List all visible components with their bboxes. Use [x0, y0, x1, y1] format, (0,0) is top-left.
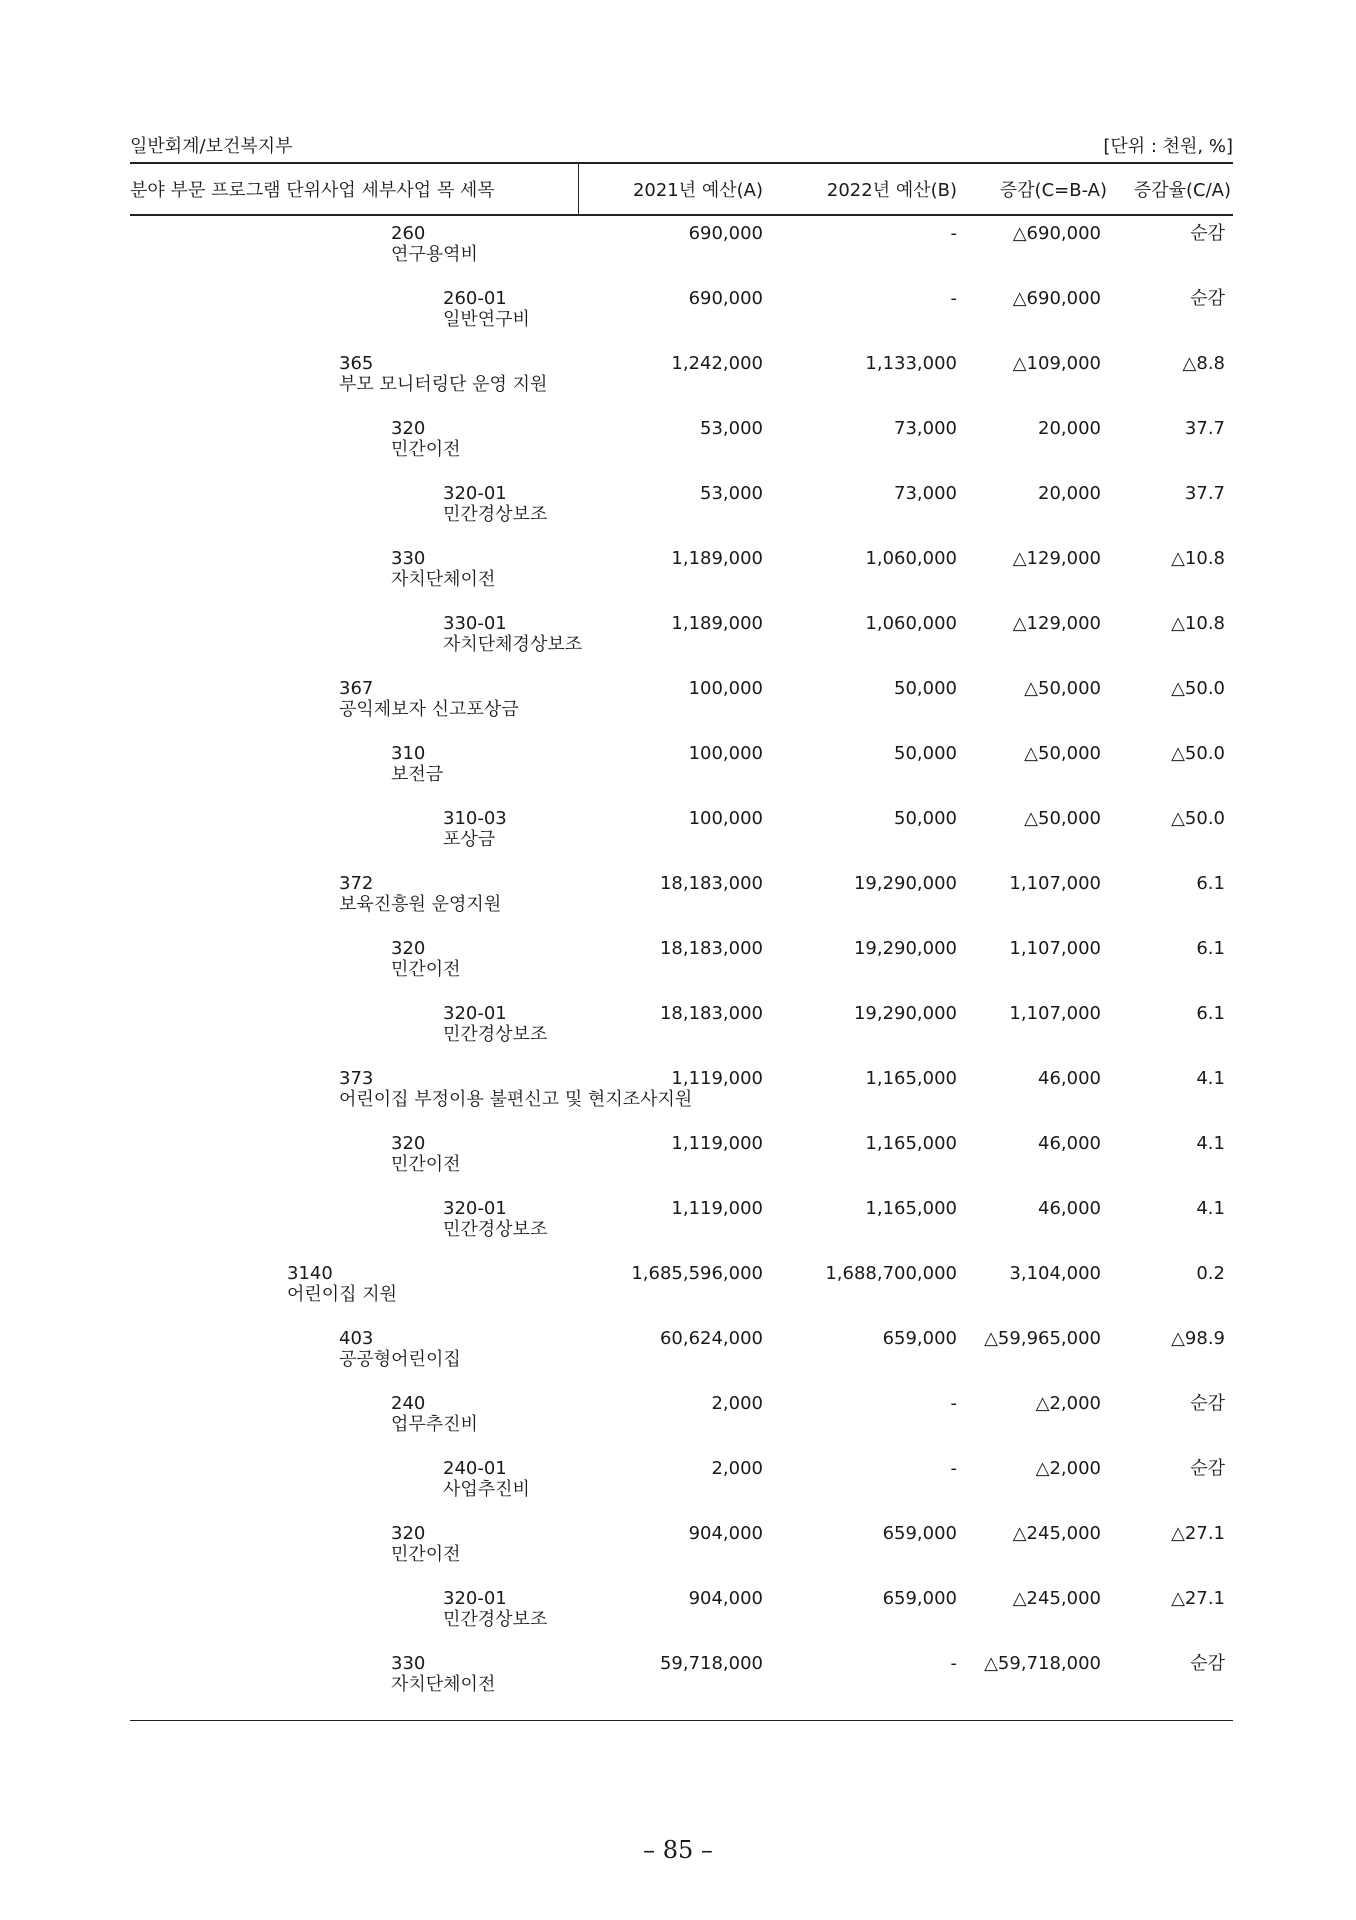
- page-number: – 85 –: [643, 1836, 713, 1864]
- budget-2021-value: 1,242,000: [671, 353, 763, 374]
- change-rate-value: 37.7: [1184, 483, 1225, 504]
- table-row: [130, 289, 1233, 354]
- item-code: 365: [339, 353, 374, 374]
- item-code: 403: [339, 1328, 374, 1349]
- change-rate-value: △8.8: [1182, 353, 1225, 374]
- table-row: [130, 1329, 1233, 1394]
- budget-2022-value: 73,000: [894, 483, 957, 504]
- change-value: △2,000: [1035, 1458, 1101, 1479]
- change-rate-value: 순감: [1190, 1653, 1225, 1674]
- budget-2021-value: 60,624,000: [659, 1328, 763, 1349]
- change-rate-value: 순감: [1190, 1458, 1225, 1479]
- item-code: 320: [391, 418, 426, 439]
- table-row: [130, 1524, 1233, 1589]
- account-label: 일반회계/보건복지부: [130, 136, 293, 157]
- item-name: 민간경상보조: [443, 1219, 548, 1240]
- item-code: 260: [391, 223, 426, 244]
- budget-2022-value: 1,165,000: [865, 1198, 957, 1219]
- budget-2021-value: 100,000: [688, 808, 763, 829]
- budget-2021-value: 1,189,000: [671, 613, 763, 634]
- change-value: 46,000: [1038, 1068, 1101, 1089]
- item-code: 330: [391, 1653, 426, 1674]
- change-value: △129,000: [1012, 548, 1101, 569]
- change-rate-value: 순감: [1190, 288, 1225, 309]
- item-name: 민간이전: [391, 439, 461, 460]
- item-code: 330: [391, 548, 426, 569]
- item-name: 공공형어린이집: [339, 1349, 461, 1370]
- budget-2021-value: 904,000: [688, 1588, 763, 1609]
- table-row: [130, 939, 1233, 1004]
- table-row: [130, 224, 1233, 289]
- change-value: △129,000: [1012, 613, 1101, 634]
- table-row: [130, 419, 1233, 484]
- budget-2022-value: 1,165,000: [865, 1133, 957, 1154]
- budget-2022-value: 73,000: [894, 418, 957, 439]
- budget-2021-value: 100,000: [688, 678, 763, 699]
- table-row: [130, 1199, 1233, 1264]
- change-value: △59,718,000: [984, 1653, 1101, 1674]
- item-name: 자치단체경상보조: [443, 634, 583, 655]
- change-rate-value: 4.1: [1196, 1068, 1225, 1089]
- change-rate-value: △27.1: [1171, 1523, 1225, 1544]
- change-rate-value: 4.1: [1196, 1198, 1225, 1219]
- change-rate-value: 순감: [1190, 1393, 1225, 1414]
- table-row: [130, 1004, 1233, 1069]
- budget-2021-value: 100,000: [688, 743, 763, 764]
- item-name: 연구용역비: [391, 244, 478, 265]
- budget-2022-value: 1,060,000: [865, 613, 957, 634]
- budget-2022-value: 1,133,000: [865, 353, 957, 374]
- change-value: △690,000: [1012, 288, 1101, 309]
- budget-2021-value: 18,183,000: [659, 938, 763, 959]
- unit-label: [단위 : 천원, %]: [1103, 136, 1233, 157]
- item-name: 공익제보자 신고포상금: [339, 699, 519, 720]
- item-code: 372: [339, 873, 374, 894]
- budget-2021-value: 53,000: [700, 418, 763, 439]
- budget-2021-value: 18,183,000: [659, 1003, 763, 1024]
- budget-2022-value: 50,000: [894, 808, 957, 829]
- change-rate-value: △50.0: [1171, 678, 1225, 699]
- budget-2022-value: 659,000: [882, 1588, 957, 1609]
- page-header: [130, 132, 1233, 160]
- change-rate-value: △50.0: [1171, 743, 1225, 764]
- change-rate-value: △27.1: [1171, 1588, 1225, 1609]
- item-name: 보전금: [391, 764, 444, 785]
- item-name: 민간이전: [391, 959, 461, 980]
- item-code: 260-01: [443, 288, 507, 309]
- change-value: △2,000: [1035, 1393, 1101, 1414]
- budget-2022-value: -: [950, 288, 957, 309]
- change-value: △59,965,000: [984, 1328, 1101, 1349]
- item-name: 업무추진비: [391, 1414, 478, 1435]
- change-value: △50,000: [1024, 743, 1101, 764]
- table-row: [130, 1264, 1233, 1329]
- item-code: 367: [339, 678, 374, 699]
- item-code: 320-01: [443, 1003, 507, 1024]
- item-name: 포상금: [443, 829, 496, 850]
- change-rate-value: 6.1: [1196, 1003, 1225, 1024]
- budget-2022-value: 659,000: [882, 1328, 957, 1349]
- table-row: [130, 614, 1233, 679]
- item-name: 민간경상보조: [443, 504, 548, 525]
- budget-2022-value: 19,290,000: [853, 873, 957, 894]
- item-name: 민간이전: [391, 1544, 461, 1565]
- change-value: △245,000: [1012, 1588, 1101, 1609]
- item-code: 3140: [287, 1263, 333, 1284]
- item-name: 부모 모니터링단 운영 지원: [339, 374, 548, 395]
- table-row: [130, 1654, 1233, 1719]
- table-row: [130, 1589, 1233, 1654]
- budget-2022-value: 50,000: [894, 678, 957, 699]
- change-rate-value: △98.9: [1171, 1328, 1225, 1349]
- table-row: [130, 874, 1233, 939]
- budget-2021-value: 690,000: [688, 223, 763, 244]
- table-row: [130, 809, 1233, 874]
- budget-2021-value: 53,000: [700, 483, 763, 504]
- column-classification: 분야 부문 프로그램 단위사업 세부사업 목 세목: [130, 180, 495, 201]
- item-name: 민간경상보조: [443, 1024, 548, 1045]
- table-row: [130, 744, 1233, 809]
- budget-2021-value: 59,718,000: [659, 1653, 763, 1674]
- column-budget-2022: 2022년 예산(B): [826, 180, 957, 201]
- change-value: 3,104,000: [1009, 1263, 1101, 1284]
- item-code: 320: [391, 938, 426, 959]
- change-rate-value: 6.1: [1196, 873, 1225, 894]
- budget-2021-value: 18,183,000: [659, 873, 763, 894]
- change-value: △50,000: [1024, 678, 1101, 699]
- change-value: △109,000: [1012, 353, 1101, 374]
- item-code: 320-01: [443, 1198, 507, 1219]
- item-name: 자치단체이전: [391, 569, 496, 590]
- item-code: 320-01: [443, 483, 507, 504]
- change-value: 46,000: [1038, 1198, 1101, 1219]
- table-row: [130, 1069, 1233, 1134]
- change-rate-value: △10.8: [1171, 613, 1225, 634]
- budget-2022-value: 659,000: [882, 1523, 957, 1544]
- item-name: 민간경상보조: [443, 1609, 548, 1630]
- item-code: 310: [391, 743, 426, 764]
- item-code: 373: [339, 1068, 374, 1089]
- column-change: 증감(C=B-A): [999, 180, 1107, 201]
- budget-2022-value: -: [950, 1653, 957, 1674]
- item-name: 어린이집 지원: [287, 1284, 398, 1305]
- item-code: 320-01: [443, 1588, 507, 1609]
- table-row: [130, 1394, 1233, 1459]
- item-code: 320: [391, 1133, 426, 1154]
- header-bottom-rule: [130, 214, 1233, 216]
- item-name: 자치단체이전: [391, 1674, 496, 1695]
- budget-2022-value: -: [950, 223, 957, 244]
- item-code: 240-01: [443, 1458, 507, 1479]
- item-code: 330-01: [443, 613, 507, 634]
- budget-2021-value: 1,189,000: [671, 548, 763, 569]
- change-rate-value: △10.8: [1171, 548, 1225, 569]
- change-value: △245,000: [1012, 1523, 1101, 1544]
- item-name: 보육진흥원 운영지원: [339, 894, 502, 915]
- table-row: [130, 1134, 1233, 1199]
- budget-2022-value: 19,290,000: [853, 1003, 957, 1024]
- change-value: 1,107,000: [1009, 873, 1101, 894]
- budget-table-body: [130, 224, 1233, 1719]
- change-value: △50,000: [1024, 808, 1101, 829]
- budget-2021-value: 1,119,000: [671, 1068, 763, 1089]
- change-value: 20,000: [1038, 483, 1101, 504]
- item-name: 민간이전: [391, 1154, 461, 1175]
- change-value: △690,000: [1012, 223, 1101, 244]
- change-rate-value: △50.0: [1171, 808, 1225, 829]
- item-code: 240: [391, 1393, 426, 1414]
- budget-2022-value: 19,290,000: [853, 938, 957, 959]
- table-row: [130, 1459, 1233, 1524]
- budget-2021-value: 690,000: [688, 288, 763, 309]
- item-name: 일반연구비: [443, 309, 530, 330]
- change-value: 46,000: [1038, 1133, 1101, 1154]
- change-rate-value: 순감: [1190, 223, 1225, 244]
- budget-2022-value: 1,165,000: [865, 1068, 957, 1089]
- budget-2022-value: 1,060,000: [865, 548, 957, 569]
- budget-2021-value: 1,685,596,000: [631, 1263, 763, 1284]
- item-name: 사업추진비: [443, 1479, 530, 1500]
- budget-2022-value: 50,000: [894, 743, 957, 764]
- budget-2021-value: 904,000: [688, 1523, 763, 1544]
- table-row: [130, 354, 1233, 419]
- budget-2021-value: 1,119,000: [671, 1198, 763, 1219]
- budget-2021-value: 1,119,000: [671, 1133, 763, 1154]
- change-rate-value: 0.2: [1196, 1263, 1225, 1284]
- change-rate-value: 37.7: [1184, 418, 1225, 439]
- change-value: 1,107,000: [1009, 938, 1101, 959]
- budget-2022-value: 1,688,700,000: [825, 1263, 957, 1284]
- item-name: 어린이집 부정이용 불편신고 및 현지조사지원: [339, 1089, 693, 1110]
- table-row: [130, 679, 1233, 744]
- budget-2021-value: 2,000: [711, 1393, 763, 1414]
- item-code: 310-03: [443, 808, 507, 829]
- table-row: [130, 484, 1233, 549]
- change-value: 1,107,000: [1009, 1003, 1101, 1024]
- table-bottom-rule: [130, 1720, 1233, 1721]
- column-separator: [578, 164, 579, 214]
- budget-2022-value: -: [950, 1393, 957, 1414]
- column-change-rate: 증감율(C/A): [1133, 180, 1231, 201]
- change-value: 20,000: [1038, 418, 1101, 439]
- budget-2022-value: -: [950, 1458, 957, 1479]
- change-rate-value: 4.1: [1196, 1133, 1225, 1154]
- column-budget-2021: 2021년 예산(A): [632, 180, 763, 201]
- change-rate-value: 6.1: [1196, 938, 1225, 959]
- table-row: [130, 549, 1233, 614]
- column-header: [130, 164, 1233, 214]
- item-code: 320: [391, 1523, 426, 1544]
- budget-2021-value: 2,000: [711, 1458, 763, 1479]
